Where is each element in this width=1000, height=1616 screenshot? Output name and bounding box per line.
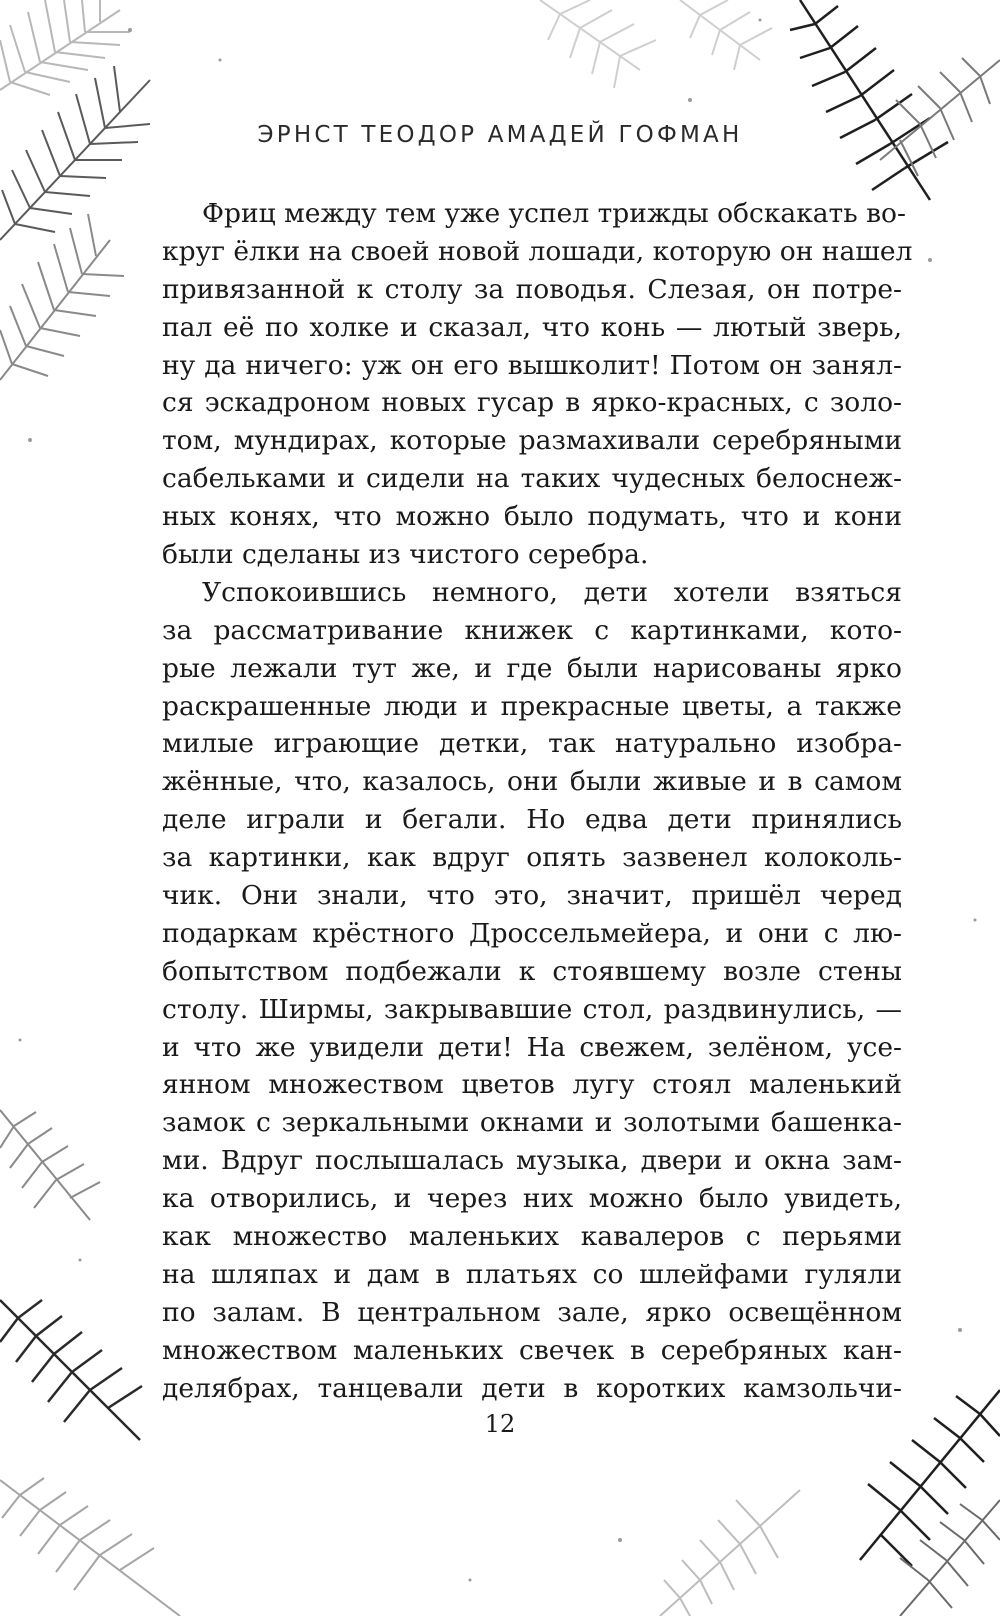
pine-branch-icon — [0, 214, 124, 380]
text-line: были сделаны из чистого серебра. — [162, 539, 649, 571]
pine-branch-icon — [0, 0, 130, 95]
pine-branch-icon — [540, 0, 772, 88]
text-line: подаркам крёстного Дроссельмейера, и они с лю- — [162, 917, 902, 949]
pine-branch-icon — [790, 0, 948, 200]
text-line: Успокоившись немного, дети хотели взяться — [202, 576, 902, 608]
text-line: как множество маленьких кавалеров с перьями — [162, 1221, 902, 1253]
text-line: янном множеством цветов лугу стоял маленький — [162, 1069, 902, 1101]
text-line: и что же увидели дети! На свежем, зелёном, усе- — [162, 1031, 902, 1063]
text-line: за картинки, как вдруг опять зазвенел колоколь- — [162, 842, 902, 874]
text-line: круг ёлки на своей новой лошади, которую он нашел — [162, 235, 913, 267]
text-line: ну да ничего: уж он его вышколит! Потом он занял- — [162, 349, 902, 381]
text-line: делябрах, танцевали дети в коротких камзольчи- — [162, 1372, 902, 1404]
text-line: Фриц между тем уже успел трижды обскакать во- — [202, 198, 906, 229]
text-line: ся эскадроном новых гусар в ярко-красных, с золо- — [162, 387, 902, 419]
pine-branch-icon — [900, 1500, 1000, 1616]
text-line: множеством маленьких свечек в серебряных кан- — [162, 1334, 902, 1366]
page-number: 12 — [484, 1410, 516, 1438]
text-line: рые лежали тут же, и где были нарисованы ярко — [162, 652, 902, 684]
text-line: ных конях, что можно было подумать, что и кони — [162, 501, 902, 533]
text-line: пал её по холке и сказал, что конь — лютый зверь, — [162, 311, 902, 343]
text-line: ка отворились, и через них можно было увидеть, — [162, 1183, 902, 1215]
running-header: ЭРНСТ ТЕОДОР АМАДЕЙ ГОФМАН — [257, 122, 743, 148]
text-line: замок с зеркальными окнами и золотыми башенка- — [162, 1107, 902, 1139]
text-line: ми. Вдруг послышалась музыка, двери и окна зам- — [162, 1145, 902, 1177]
pine-branch-icon — [660, 1490, 800, 1616]
text-line: чик. Они знали, что это, значит, пришёл черед — [162, 880, 902, 912]
text-line: по залам. В центральном зале, ярко освещённом — [162, 1296, 902, 1328]
text-line: деле играли и бегали. Но едва дети принялись — [162, 804, 902, 836]
pine-branch-icon — [880, 58, 1000, 176]
text-line: на шляпах и дам в платьях со шлейфами гуляли — [162, 1258, 902, 1290]
text-line: привязанной к столу за поводья. Слезая, он потре- — [162, 273, 902, 305]
text-line: милые играющие детки, так натурально изобра- — [162, 728, 902, 760]
text-line: раскрашенные люди и прекрасные цветы, а также — [162, 690, 902, 722]
text-line: столу. Ширмы, закрывавшие стол, раздвинулись, — — [162, 993, 902, 1025]
pine-branch-icon — [0, 66, 150, 240]
text-line: жённые, что, казалось, они были живые и в самом — [162, 766, 902, 798]
text-line: бопытством подбежали к стоявшему возле стены — [162, 955, 902, 987]
text-line: сабельками и сидели на таких чудесных белоснеж- — [162, 463, 902, 495]
pine-branch-icon — [0, 1478, 180, 1616]
text-line: за рассматривание книжек с картинками, кото- — [162, 614, 902, 646]
text-line: том, мундирах, которые размахивали серебряными — [162, 425, 902, 457]
body-text — [162, 195, 913, 1408]
pine-branch-icon — [0, 1110, 100, 1220]
